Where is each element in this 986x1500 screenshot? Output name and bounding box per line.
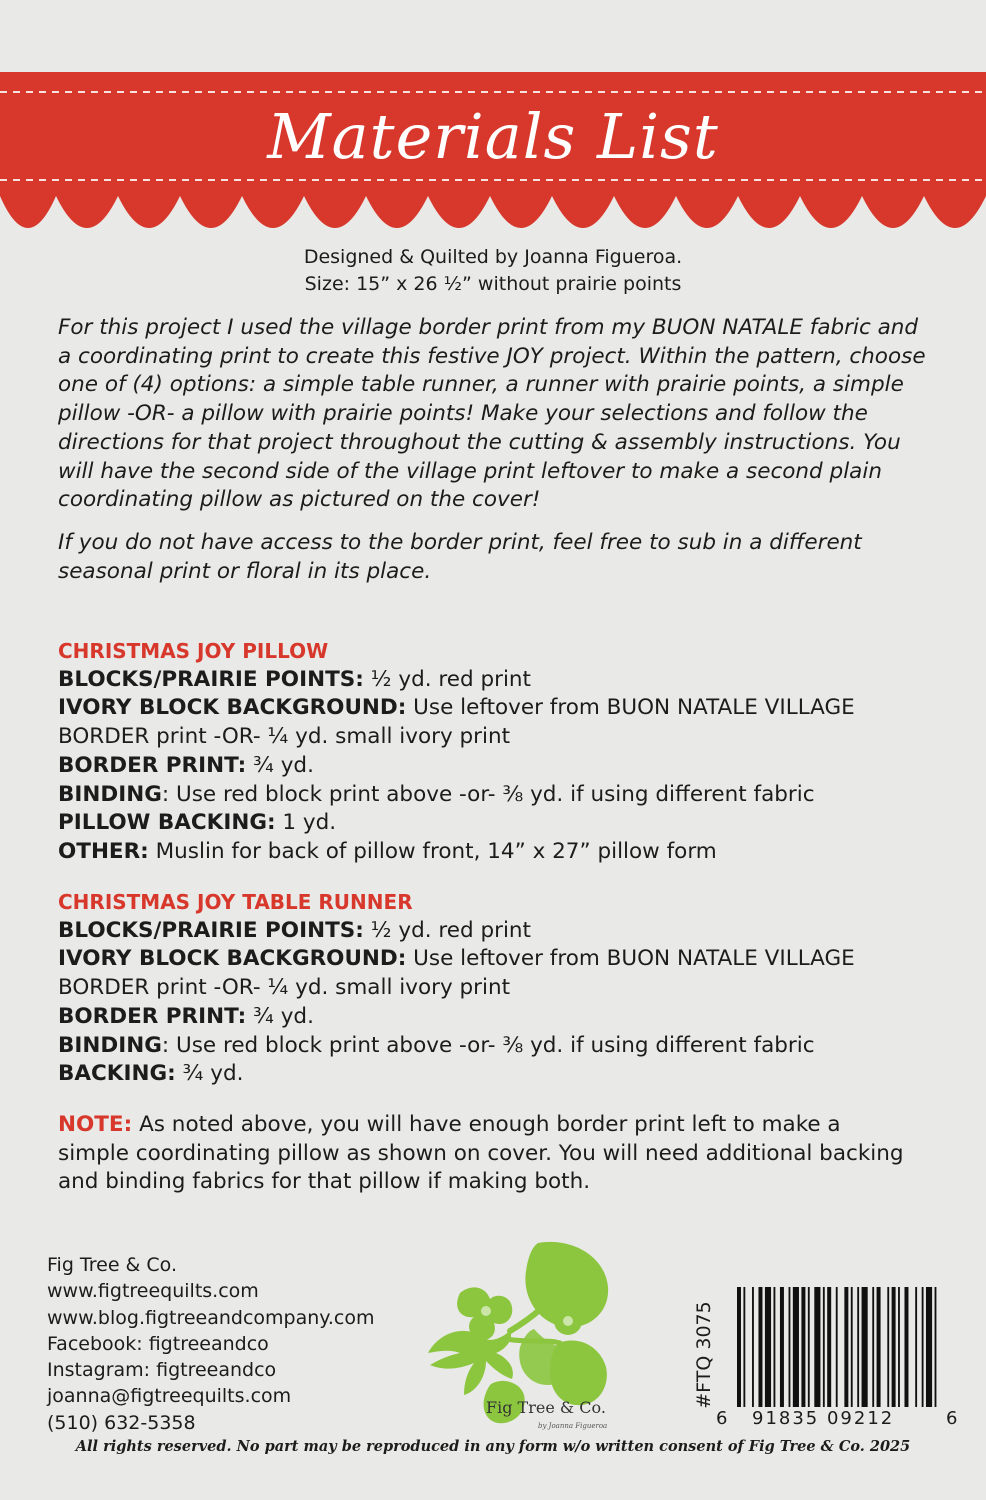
- material-item: [58, 694, 958, 723]
- material-item: [58, 666, 958, 695]
- blog-link[interactable]: www.blog.figtreeandcompany.com: [47, 1306, 375, 1329]
- pillow-heading: CHRISTMAS JOY PILLOW: [58, 639, 329, 663]
- material-label: BLOCKS/PRAIRIE POINTS:: [58, 666, 364, 692]
- logo-byline: by Joanna Figueroa: [538, 1422, 608, 1430]
- credits: [0, 244, 986, 298]
- barcode-bar: [752, 1287, 754, 1407]
- material-label: IVORY BLOCK BACKGROUND:: [58, 946, 407, 972]
- barcode-bar: [892, 1287, 896, 1407]
- material-label: BORDER PRINT:: [58, 752, 247, 778]
- barcode-bar: [915, 1287, 917, 1407]
- barcode-bar: [743, 1287, 745, 1407]
- material-text: : Use red block print above -or- ⅜ yd. if using different fabric: [161, 1032, 815, 1058]
- material-text: 1 yd.: [275, 810, 337, 836]
- sku-text: #FTQ 3075: [693, 1301, 715, 1409]
- website-link[interactable]: www.figtreequilts.com: [47, 1280, 259, 1303]
- barcode-bar: [935, 1287, 937, 1407]
- material-label: BINDING: [58, 1032, 162, 1058]
- barcode-bar: [922, 1287, 924, 1407]
- note-label: NOTE:: [58, 1112, 133, 1137]
- material-label: OTHER:: [58, 838, 149, 864]
- barcode-bar: [857, 1287, 859, 1407]
- barcode-bar: [793, 1287, 799, 1407]
- material-label: PILLOW BACKING:: [58, 810, 276, 836]
- material-item: [58, 917, 958, 946]
- barcode-bar: [877, 1287, 881, 1407]
- material-item: [58, 838, 958, 867]
- material-text: ¾ yd.: [246, 1003, 314, 1029]
- runner-item-list: [58, 917, 958, 1089]
- barcode-bar: [827, 1287, 831, 1407]
- barcode-bar: [765, 1287, 771, 1407]
- material-item: [58, 1003, 958, 1032]
- material-text: : Use red block print above -or- ⅜ yd. if using different fabric: [161, 781, 815, 807]
- instagram-handle: Instagram: figtreeandco: [47, 1359, 277, 1382]
- barcode-bar: [808, 1287, 810, 1407]
- material-label: BLOCKS/PRAIRIE POINTS:: [58, 917, 364, 943]
- barcode-bar: [814, 1287, 820, 1407]
- barcode-digit-first: 6: [716, 1408, 728, 1429]
- contact-info: [47, 1252, 447, 1436]
- barcode-bar: [758, 1287, 762, 1407]
- material-item: [58, 945, 958, 974]
- note-text: As noted above, you will have enough border print left to make a simple coordinating pillow as shown on cover. You will need additional backing and binding fabrics for that pillow if making both.: [58, 1112, 904, 1195]
- material-label: BACKING:: [58, 1061, 176, 1087]
- company-name: Fig Tree & Co.: [47, 1254, 178, 1276]
- barcode-bar: [898, 1287, 900, 1407]
- facebook-handle: Facebook: figtreeandco: [47, 1332, 269, 1355]
- material-item: [58, 1032, 958, 1061]
- material-label: BINDING: [58, 781, 162, 807]
- material-text: ¾ yd.: [175, 1061, 244, 1087]
- material-text: Use leftover from BUON NATALE VILLAGE: [406, 946, 855, 972]
- intro-paragraph-substitution: If you do not have access to the border print, feel free to sub in a different seasonal print or floral in its place.: [58, 529, 862, 584]
- material-text: BORDER print -OR- ¼ yd. small ivory print: [58, 724, 511, 750]
- material-text: Use leftover from BUON NATALE VILLAGE: [406, 695, 855, 721]
- barcode-bar: [789, 1287, 791, 1407]
- material-text: BORDER print -OR- ¼ yd. small ivory print: [58, 975, 511, 1001]
- material-item: [58, 974, 958, 1003]
- material-label: BORDER PRINT:: [58, 1003, 247, 1029]
- intro-paragraph: For this project I used the village border print from my BUON NATALE fabric and a coordinating print to create this festive JOY project. Within the pattern, choose one of (4) options: a simple table runner, a runner with prairie points, a simple pillow -OR- a pillow with prairie points! Make your selections and follow the directions for that project throughout the cutting & assembly instructions. You will have the second side of the village print leftover to make a second plain coordinating pillow as pictured on the cover!: [58, 315, 926, 513]
- material-item: [58, 781, 958, 810]
- material-item: [58, 1060, 958, 1089]
- pillow-materials: [58, 637, 958, 867]
- note: [58, 1111, 918, 1197]
- materials-banner: [0, 72, 986, 230]
- intro-text: [58, 314, 938, 586]
- barcode-bar: [823, 1287, 825, 1407]
- logo-wordmark: Fig Tree & Co.: [486, 1398, 606, 1417]
- barcode-bar: [737, 1287, 741, 1407]
- email-link[interactable]: joanna@figtreequilts.com: [47, 1385, 292, 1408]
- barcode-bar: [836, 1287, 838, 1407]
- material-item: [58, 752, 958, 781]
- material-text: ½ yd. red print: [363, 917, 531, 943]
- barcode: [733, 1287, 945, 1407]
- material-text: Muslin for back of pillow front, 14” x 27” pillow form: [148, 838, 717, 864]
- material-item: [58, 809, 958, 838]
- barcode-bar: [851, 1287, 853, 1407]
- phone-number: (510) 632-5358: [47, 1411, 196, 1434]
- page-title: Materials List: [267, 100, 719, 173]
- material-item: [58, 723, 958, 752]
- barcode-bar: [872, 1287, 874, 1407]
- runner-heading: CHRISTMAS JOY TABLE RUNNER: [58, 890, 413, 914]
- barcode-bar: [862, 1287, 868, 1407]
- barcode-bar: [801, 1287, 805, 1407]
- barcode-bar: [887, 1287, 889, 1407]
- barcode-bar: [926, 1287, 932, 1407]
- barcode-digits: 91835 09212: [752, 1408, 895, 1429]
- finished-size: Size: 15” x 26 ½” without prairie points: [304, 273, 682, 295]
- runner-materials: [58, 888, 958, 1089]
- barcode-bar: [904, 1287, 908, 1407]
- material-text: ¾ yd.: [246, 752, 314, 778]
- barcode-bar: [844, 1287, 848, 1407]
- barcode-bar: [774, 1287, 776, 1407]
- material-label: IVORY BLOCK BACKGROUND:: [58, 695, 407, 721]
- barcode-digit-last: 6: [946, 1408, 958, 1429]
- barcode-bar: [780, 1287, 784, 1407]
- material-text: ½ yd. red print: [363, 666, 531, 692]
- copyright-footer: All rights reserved. No part may be reproduced in any form w/o written consent of Fig Tree & Co. 2025: [75, 1438, 911, 1455]
- pillow-item-list: [58, 666, 958, 867]
- designer-credit: Designed & Quilted by Joanna Figueroa.: [303, 246, 683, 268]
